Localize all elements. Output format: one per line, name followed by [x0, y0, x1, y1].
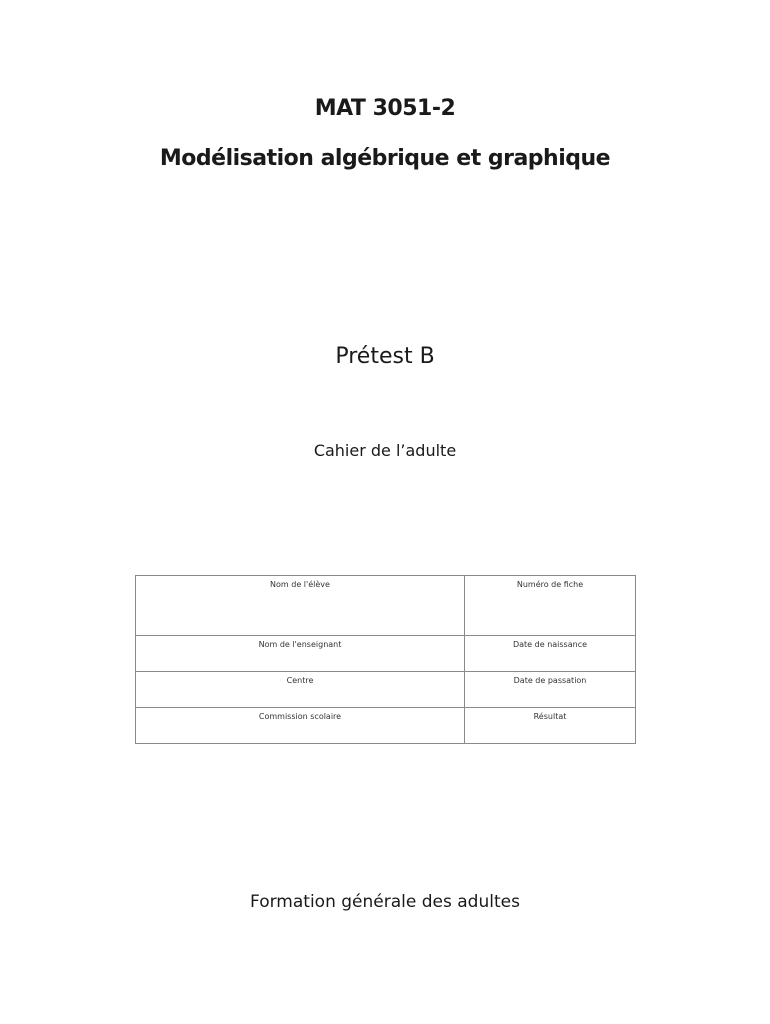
test-name: Prétest B — [335, 344, 435, 369]
footer-text: Formation générale des adultes — [250, 892, 520, 912]
birth-date-field[interactable]: Date de naissance — [465, 636, 636, 672]
file-number-field[interactable]: Numéro de fiche — [465, 576, 636, 636]
table-row — [136, 576, 636, 636]
result-field[interactable]: Résultat — [465, 708, 636, 744]
table-row — [136, 672, 636, 708]
booklet-label: Cahier de l’adulte — [313, 441, 457, 460]
student-name-field[interactable]: Nom de l'élève — [136, 576, 465, 636]
school-board-field[interactable]: Commission scolaire — [136, 708, 465, 744]
course-title: Modélisation algébrique et graphique — [159, 146, 611, 171]
table-row — [136, 636, 636, 672]
student-info-table — [135, 575, 636, 744]
course-code: MAT 3051-2 — [314, 96, 456, 121]
teacher-name-field[interactable]: Nom de l'enseignant — [136, 636, 465, 672]
exam-date-field[interactable]: Date de passation — [465, 672, 636, 708]
centre-field[interactable]: Centre — [136, 672, 465, 708]
table-row — [136, 708, 636, 744]
